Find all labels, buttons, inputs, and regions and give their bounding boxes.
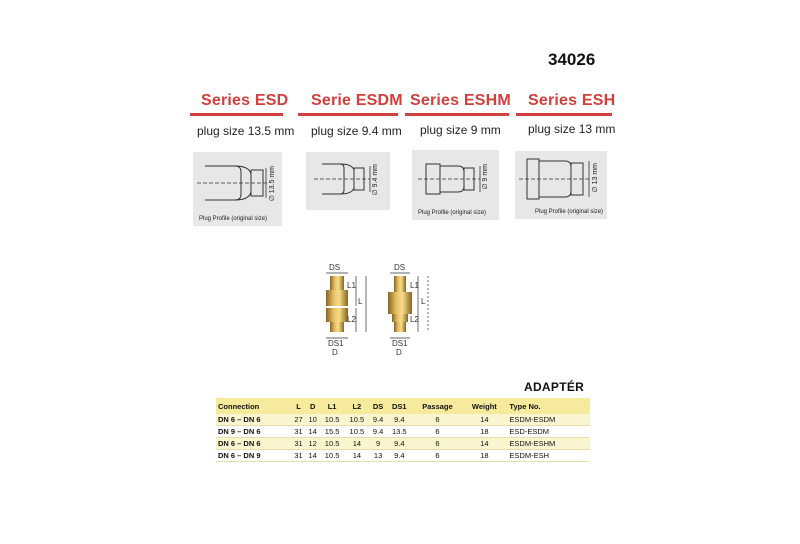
cell-l: 31 [291, 438, 305, 450]
plug-profile-eshm-caption: Plug Profile (original size) [418, 210, 487, 216]
plug-profile-esd [193, 152, 282, 226]
series-esd-title: Series ESD [201, 92, 289, 109]
cell-passage: 6 [412, 450, 464, 462]
cell-ds: 9.4 [369, 426, 387, 438]
cell-connection: DN 6 – DN 6 [216, 438, 291, 450]
table-row [216, 414, 590, 426]
table-title: ADAPTÉR [524, 380, 585, 394]
right-label-l2: L2 [410, 315, 419, 324]
cell-passage: 6 [412, 438, 464, 450]
cell-ds1: 9.4 [387, 438, 412, 450]
plug-profile-esdm-dimension: ∅ 9.4 mm [372, 164, 379, 196]
plug-profile-esd-caption: Plug Profile (original size) [199, 216, 268, 222]
cell-weight: 14 [463, 438, 505, 450]
cell-weight: 18 [463, 426, 505, 438]
plug-profile-eshm [412, 150, 499, 220]
cell-l2: 14 [344, 438, 369, 450]
plug-profile-esdm [306, 152, 390, 210]
header-connection: Connection [216, 398, 291, 414]
cell-l2: 10.5 [344, 426, 369, 438]
cell-l1: 10.5 [320, 414, 345, 426]
cell-d: 10 [306, 414, 320, 426]
left-label-d: D [332, 348, 338, 357]
cell-d: 14 [306, 426, 320, 438]
plug-profile-esh-caption: Plug Profile (original size) [535, 209, 604, 215]
cell-ds: 9 [369, 438, 387, 450]
series-esd-plug-size: plug size 13.5 mm [197, 124, 295, 138]
product-code: 34026 [548, 50, 596, 69]
cell-connection: DN 6 – DN 6 [216, 414, 291, 426]
plug-profile-eshm-dimension: ∅ 9 mm [482, 164, 489, 190]
header-l: L [291, 398, 305, 414]
cell-ds: 13 [369, 450, 387, 462]
left-label-l1: L1 [347, 281, 356, 290]
cell-type-no: ESDM-ESH [505, 450, 590, 462]
right-label-d: D [396, 348, 402, 357]
header-l1: L1 [320, 398, 345, 414]
table-row [216, 450, 590, 462]
cell-ds1: 9.4 [387, 450, 412, 462]
right-label-l: L [421, 297, 426, 306]
series-eshm-plug-size: plug size 9 mm [420, 123, 501, 137]
cell-passage: 6 [412, 414, 464, 426]
left-label-l: L [358, 297, 363, 306]
header-type-no: Type No. [505, 398, 590, 414]
table-header-row [216, 398, 590, 414]
table-row [216, 438, 590, 450]
right-label-ds: DS [394, 263, 406, 272]
adapter-diagram [300, 258, 460, 358]
cell-weight: 18 [463, 450, 505, 462]
cell-passage: 6 [412, 426, 464, 438]
series-eshm-title: Series ESHM [410, 92, 511, 109]
plug-profile-esh-dimension: ∅ 13 mm [592, 163, 599, 193]
cell-d: 12 [306, 438, 320, 450]
left-label-l2: L2 [347, 315, 356, 324]
series-esh-plug-size: plug size 13 mm [528, 122, 616, 136]
cell-ds1: 13.5 [387, 426, 412, 438]
cell-l1: 10.5 [320, 438, 345, 450]
cell-l2: 14 [344, 450, 369, 462]
left-label-ds: DS [329, 263, 341, 272]
cell-l1: 15.5 [320, 426, 345, 438]
header-ds: DS [369, 398, 387, 414]
series-esd-underline [190, 113, 283, 116]
cell-connection: DN 6 – DN 9 [216, 450, 291, 462]
cell-connection: DN 9 – DN 6 [216, 426, 291, 438]
cell-ds1: 9.4 [387, 414, 412, 426]
cell-l: 27 [291, 414, 305, 426]
left-label-ds1: DS1 [328, 339, 344, 348]
header-d: D [306, 398, 320, 414]
cell-type-no: ESD-ESDM [505, 426, 590, 438]
header-weight: Weight [463, 398, 505, 414]
series-esh-title: Series ESH [528, 92, 616, 109]
series-eshm-underline [405, 113, 509, 116]
right-label-ds1: DS1 [392, 339, 408, 348]
cell-weight: 14 [463, 414, 505, 426]
series-esdm-title: Serie ESDM [311, 92, 403, 109]
series-esh-underline [516, 113, 612, 116]
cell-l: 31 [291, 426, 305, 438]
adapter-spec-table [216, 398, 590, 462]
series-esdm-underline [298, 113, 398, 116]
cell-d: 14 [306, 450, 320, 462]
cell-l1: 10.5 [320, 450, 345, 462]
cell-l: 31 [291, 450, 305, 462]
cell-ds: 9.4 [369, 414, 387, 426]
table-row [216, 426, 590, 438]
header-passage: Passage [412, 398, 464, 414]
header-ds1: DS1 [387, 398, 412, 414]
cell-type-no: ESDM-ESHM [505, 438, 590, 450]
right-label-l1: L1 [410, 281, 419, 290]
series-esdm-plug-size: plug size 9.4 mm [311, 124, 402, 138]
cell-type-no: ESDM-ESDM [505, 414, 590, 426]
cell-l2: 10.5 [344, 414, 369, 426]
plug-profile-esd-dimension: ∅ 13.5 mm [269, 166, 276, 202]
plug-profile-esh [515, 151, 607, 219]
header-l2: L2 [344, 398, 369, 414]
